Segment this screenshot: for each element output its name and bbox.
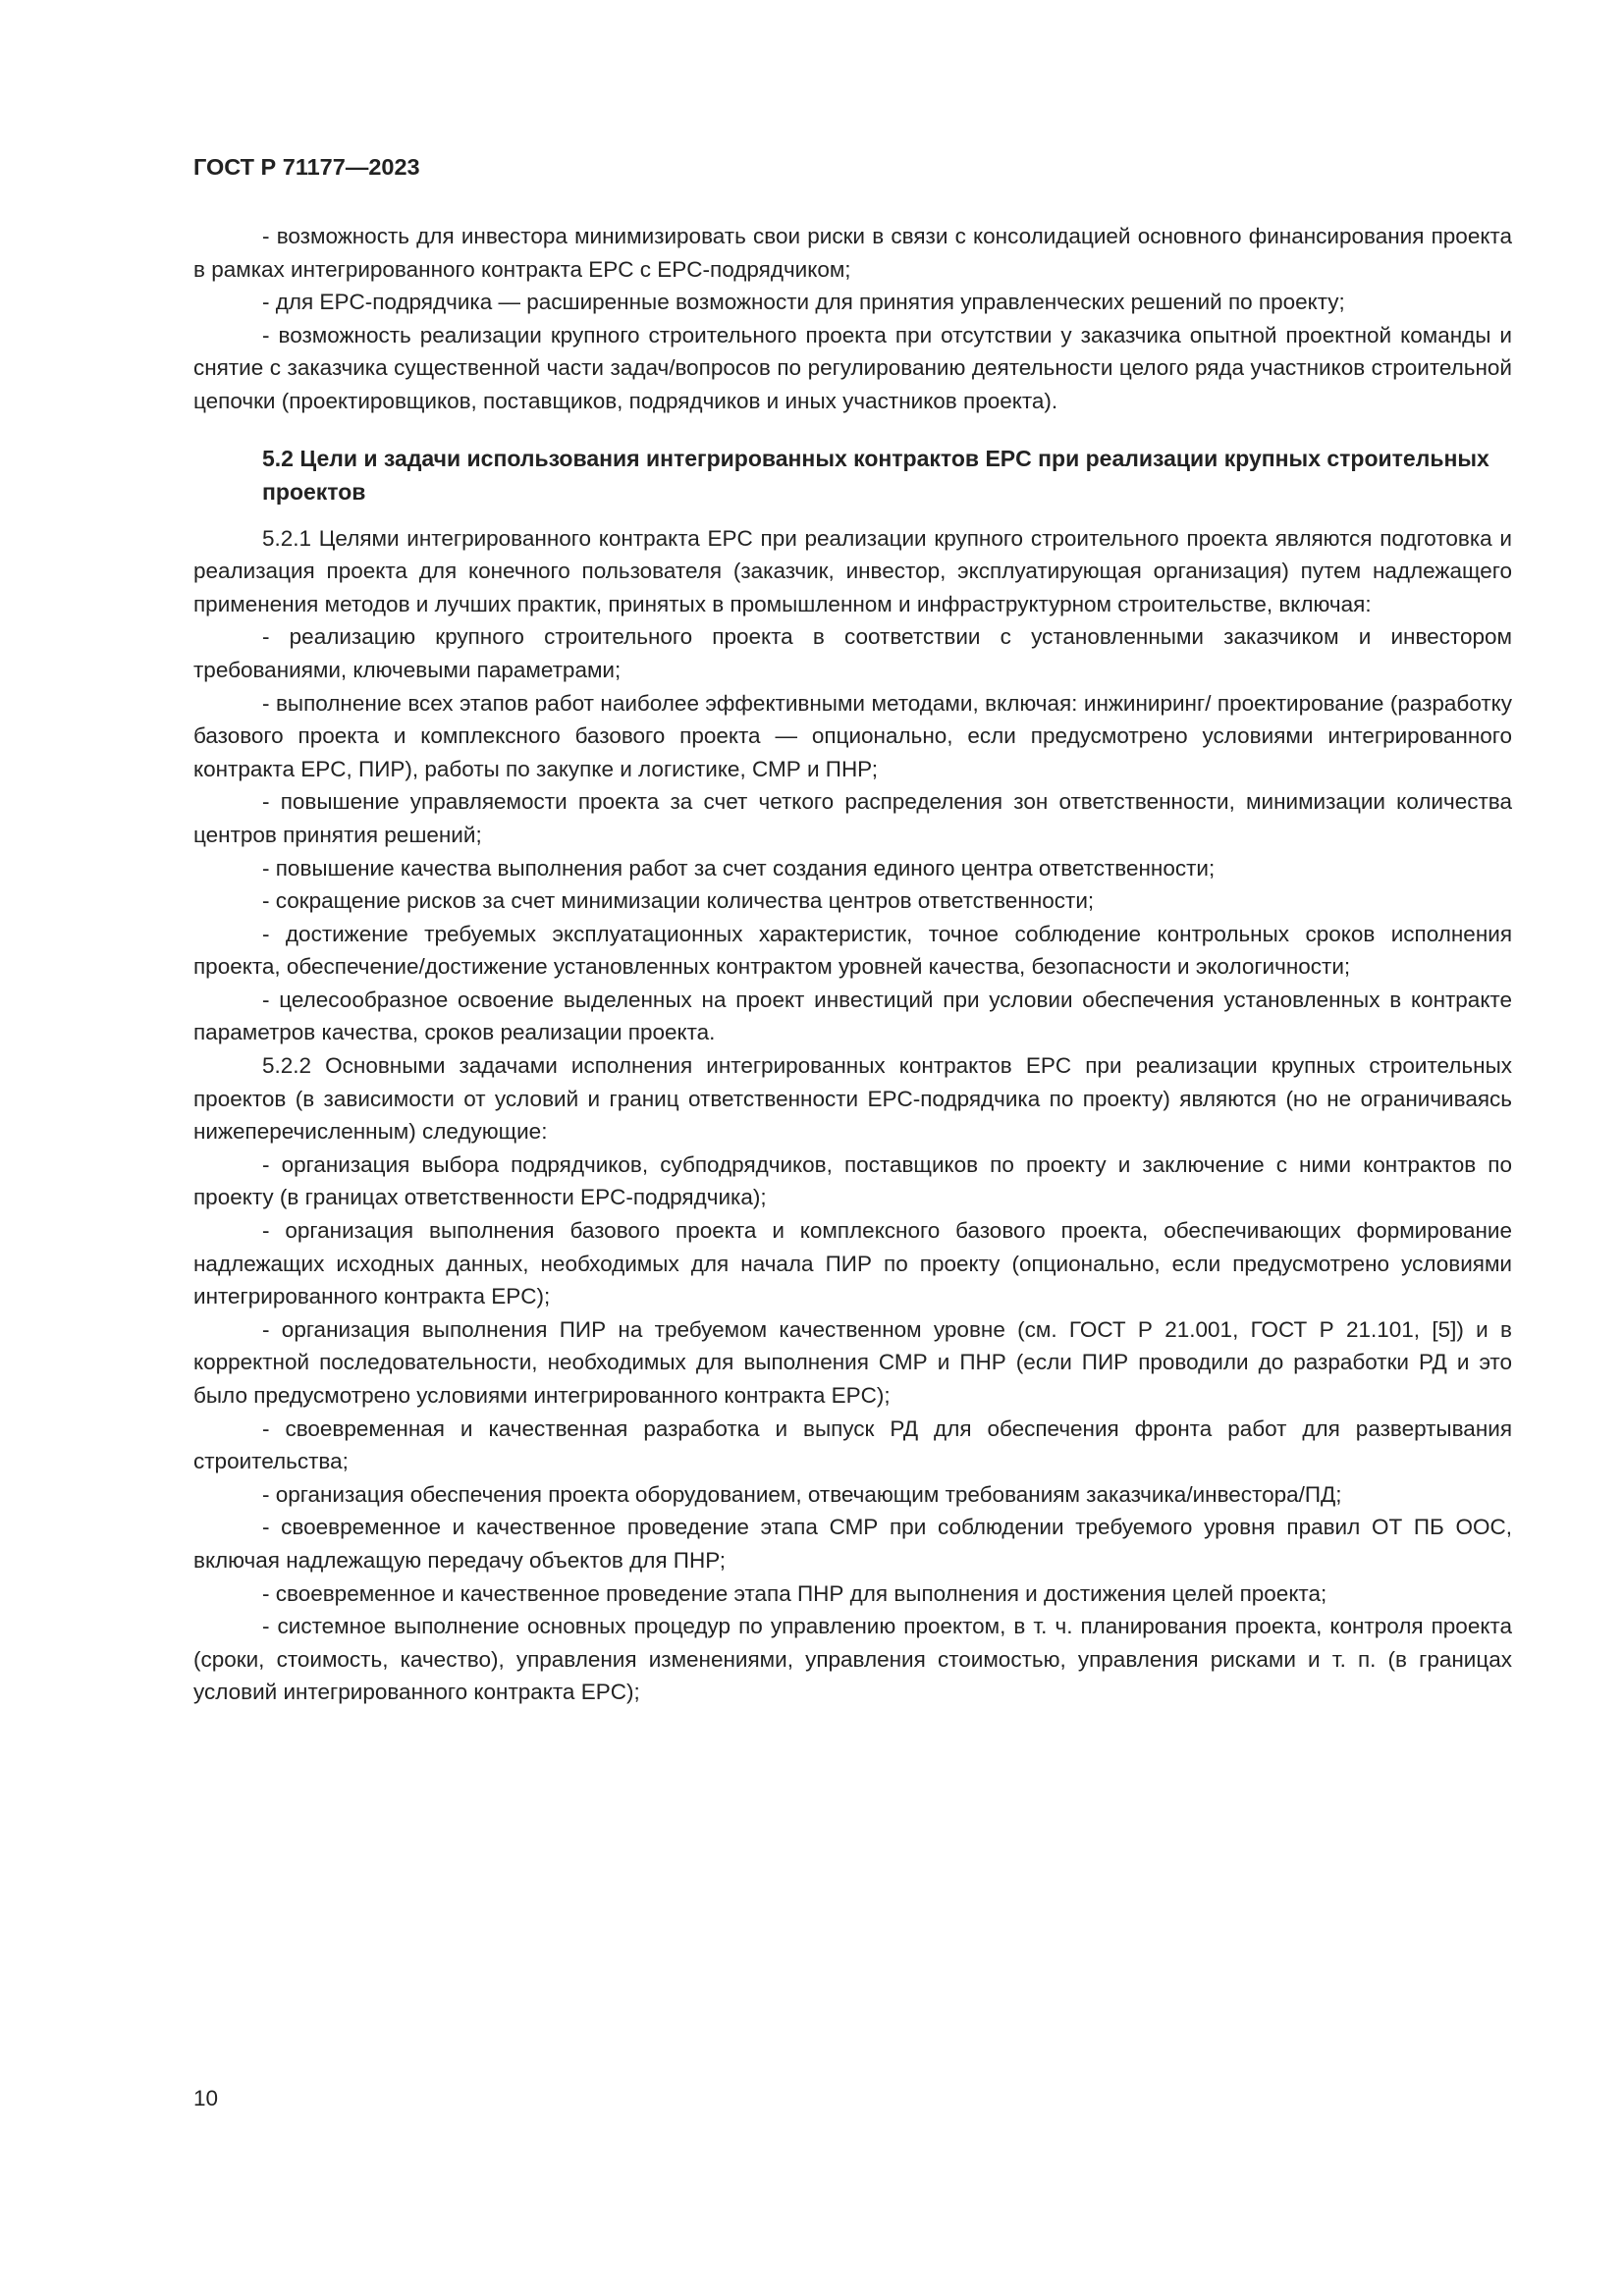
list-item: - своевременное и качественное проведение этапа СМР при соблюдении требуемого уровня правил ОТ ПБ ООС, включая надлежащую передачу объектов для ПНР; [193, 1515, 1512, 1573]
list-item: - организация обеспечения проекта оборудованием, отвечающим требованиям заказчика/инвестора/ПД; [262, 1481, 1342, 1507]
list-item: - для EPC-подрядчика — расширенные возможности для принятия управленческих решений по проекту; [262, 290, 1345, 315]
list-item: - своевременная и качественная разработка и выпуск РД для обеспечения фронта работ для развертывания строительства; [193, 1415, 1512, 1474]
list-item: - организация выполнения базового проекта и комплексного базового проекта, обеспечивающих формирование надлежащих исходных данных, необходимых для начала ПИР по проекту (опционально, если предусмотрено условиями интегрированного контракта EPC); [193, 1218, 1512, 1309]
paragraph-5-2-1: 5.2.1 Целями интегрированного контракта EPC при реализации крупного строительного проекта являются подготовка и реализация проекта для конечного пользователя (заказчик, инвестор, эксплуатирующая организация) путем надлежащего применения методов и лучших практик, принятых в промышленном и инфраструктурном строительстве, включая: [193, 525, 1512, 616]
section-heading: 5.2 Цели и задачи использования интегрированных контрактов EPC при реализации крупных строительных проектов [262, 445, 1489, 505]
list-item: - организация выполнения ПИР на требуемом качественном уровне (см. ГОСТ Р 21.001, ГОСТ Р 21.101, [5]) и в корректной последовательности, необходимых для выполнения СМР и ПНР (если ПИР проводили до разработки РД и это было предусмотрено условиями интегрированного контракта EPC); [193, 1316, 1512, 1408]
page-number: 10 [193, 2086, 219, 2110]
list-item: - своевременное и качественное проведение этапа ПНР для выполнения и достижения целей проекта; [262, 1580, 1327, 1606]
page-content [193, 220, 1512, 1709]
list-item: - повышение качества выполнения работ за счет создания единого центра ответственности; [262, 855, 1216, 881]
list-item: - организация выбора подрядчиков, субподрядчиков, поставщиков по проекту и заключение с ними контрактов по проекту (в границах ответственности EPC-подрядчика); [193, 1151, 1512, 1210]
document-code: ГОСТ Р 71177—2023 [193, 154, 420, 180]
paragraph-5-2-2: 5.2.2 Основными задачами исполнения интегрированных контрактов EPC при реализации крупных строительных проектов (в зависимости от условий и границ ответственности EPC-подрядчика по проекту) являются (но не ограничиваясь нижеперечисленным) следующие: [193, 1053, 1512, 1145]
list-item: - возможность реализации крупного строительного проекта при отсутствии у заказчика опытной проектной команды и снятие с заказчика существенной части задач/вопросов по регулированию деятельности целого ряда участников строительной цепочки (проектировщиков, поставщиков, подрядчиков и иных участников проекта). [193, 322, 1512, 413]
list-item: - целесообразное освоение выделенных на проект инвестиций при условии обеспечения установленных в контракте параметров качества, сроков реализации проекта. [193, 987, 1512, 1045]
list-item: - повышение управляемости проекта за счет четкого распределения зон ответственности, минимизации количества центров принятия решений; [193, 789, 1512, 847]
list-item: - достижение требуемых эксплуатационных характеристик, точное соблюдение контрольных сроков исполнения проекта, обеспечение/достижение установленных контрактом уровней качества, безопасности и экологичности; [193, 921, 1512, 980]
list-item: - возможность для инвестора минимизировать свои риски в связи с консолидацией основного финансирования проекта в рамках интегрированного контракта EPC с EPC-подрядчиком; [193, 224, 1512, 282]
list-item: - системное выполнение основных процедур по управлению проектом, в т. ч. планирования проекта, контроля проекта (сроки, стоимость, качество), управления изменениями, управления стоимостью, управления рисками и т. п. (в границах условий интегрированного контракта EPC); [193, 1614, 1512, 1705]
list-item: - сокращение рисков за счет минимизации количества центров ответственности; [262, 888, 1095, 914]
list-item: - выполнение всех этапов работ наиболее эффективными методами, включая: инжиниринг/ проектирование (разработку базового проекта и комплексного базового проекта — опционально, если предусмотрено условиями интегрированного контракта EPC, ПИР), работы по закупке и логистике, СМР и ПНР; [193, 690, 1512, 781]
list-item: - реализацию крупного строительного проекта в соответствии с установленными заказчиком и инвестором требованиями, ключевыми параметрами; [193, 624, 1512, 682]
